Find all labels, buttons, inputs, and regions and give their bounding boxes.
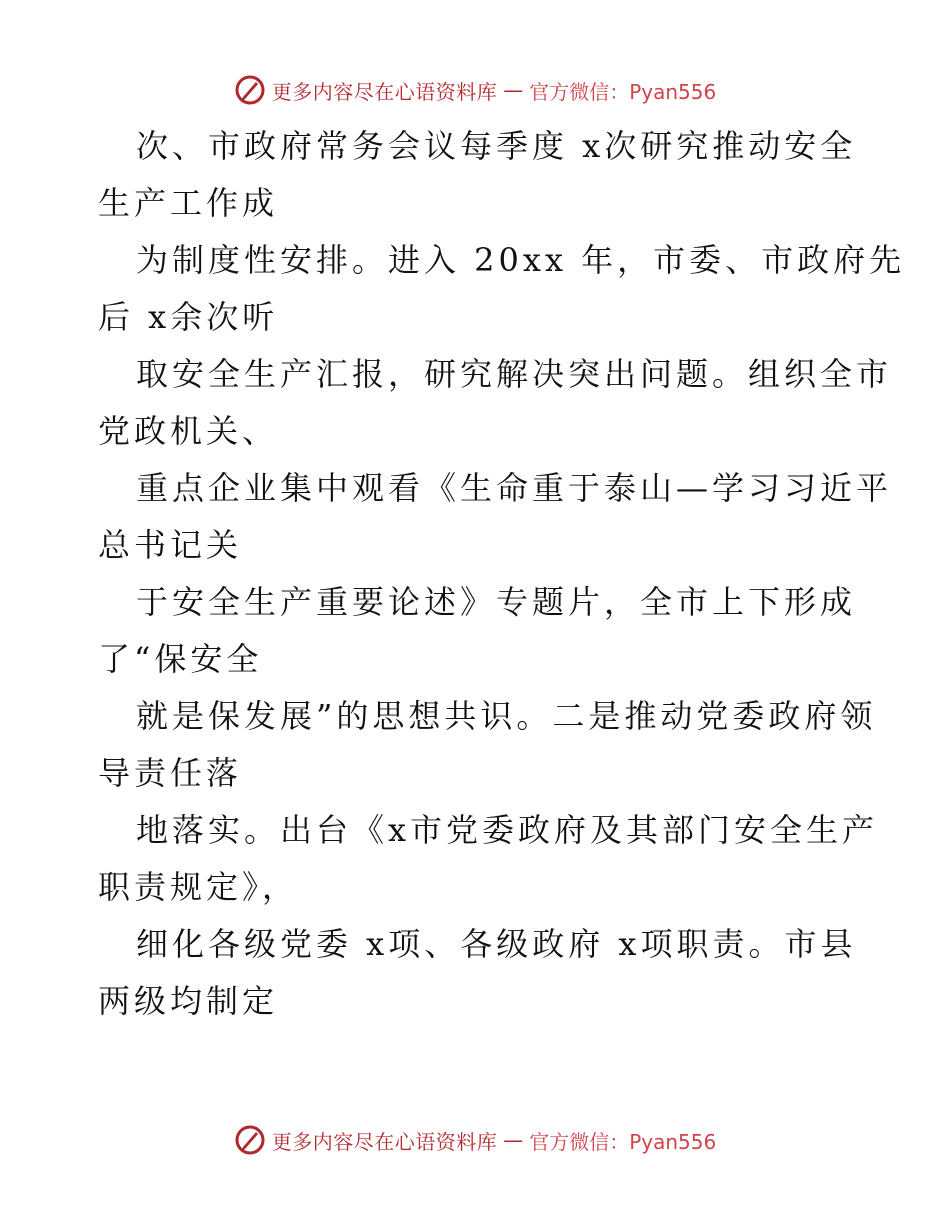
body-line: 重点企业集中观看《生命重于泰山—学习习近平: [136, 469, 893, 507]
body-line: 就是保发展”的思想共识。二是推动党委政府领: [136, 697, 877, 735]
body-line: 两级均制定: [98, 982, 279, 1020]
watermark-separator: —: [503, 1128, 524, 1152]
watermark-text: 更多内容尽在心语资料库: [271, 1129, 498, 1154]
watermark-separator: —: [503, 78, 524, 102]
body-line: 导责任落: [98, 754, 243, 792]
body-line: 地落实。出台《x市党委政府及其部门安全生产: [136, 811, 879, 849]
body-line: 总书记关: [98, 526, 243, 564]
watermark-text: 更多内容尽在心语资料库: [271, 79, 498, 104]
body-line: 取安全生产汇报，研究解决突出问题。组织全市: [136, 355, 893, 393]
footer-watermark: [0, 1120, 950, 1160]
body-line: 党政机关、: [98, 412, 279, 450]
body-line: 于安全生产重要论述》专题片，全市上下形成: [136, 583, 857, 621]
body-line: 为制度性安排。进入 20xx 年，市委、市政府先: [136, 241, 906, 279]
document-body: [98, 118, 906, 1030]
header-watermark: [0, 70, 950, 110]
body-line: 了“保安全: [98, 640, 263, 678]
body-line: 职责规定》，: [98, 868, 299, 906]
quill-seal-icon: [234, 1124, 266, 1156]
watermark-contact: 官方微信：Pyan556: [529, 79, 717, 104]
body-line: 后 x余次听: [98, 298, 279, 336]
body-line: 生产工作成: [98, 184, 279, 222]
quill-seal-icon: [234, 74, 266, 106]
body-line: 细化各级党委 x项、各级政府 x项职责。市县: [136, 925, 857, 963]
watermark-contact: 官方微信：Pyan556: [529, 1129, 717, 1154]
body-line: 次、市政府常务会议每季度 x次研究推动安全: [136, 127, 857, 165]
